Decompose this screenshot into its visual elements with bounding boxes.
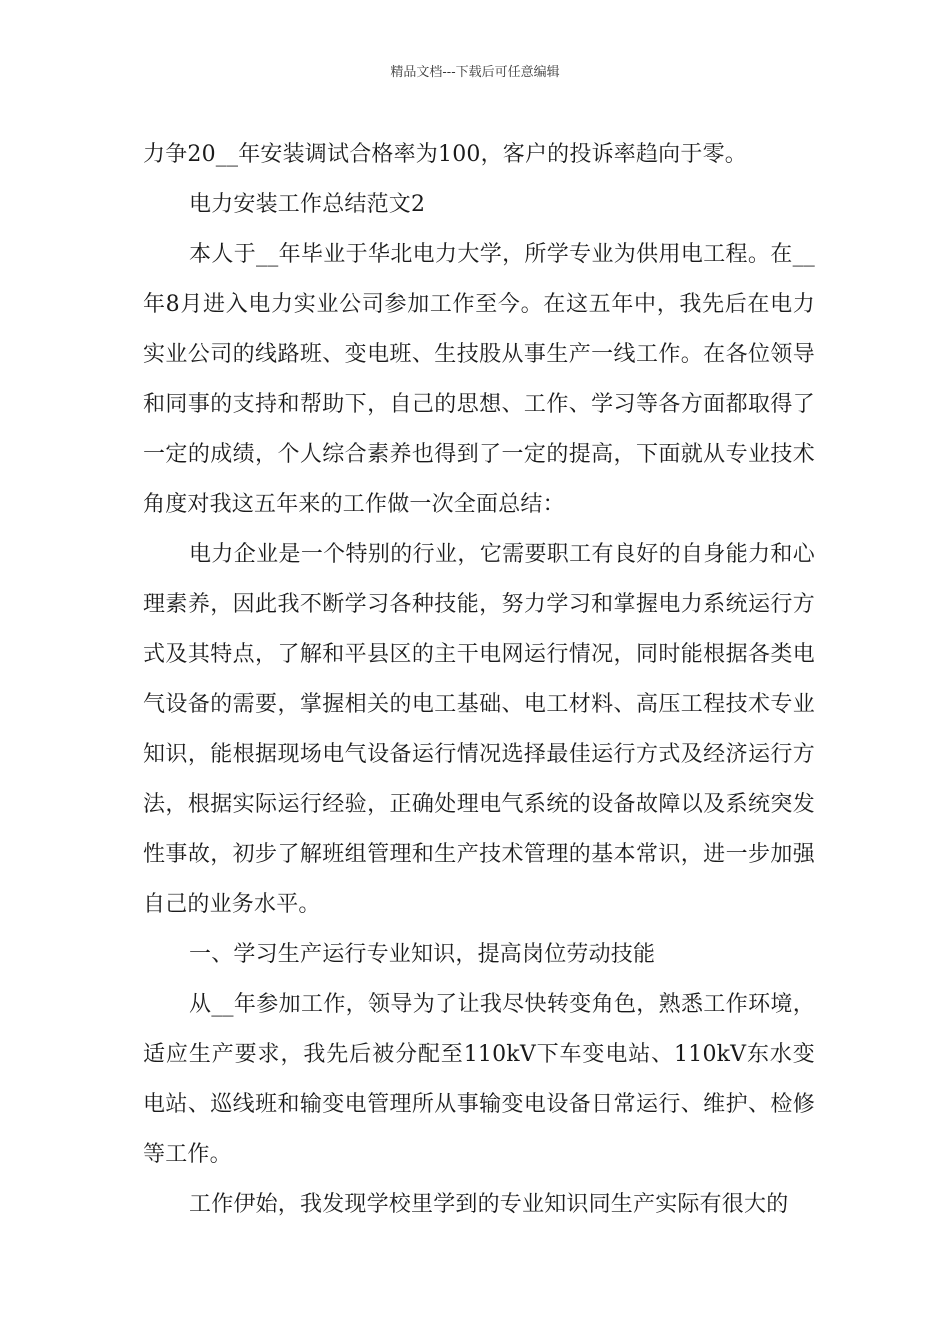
paragraph-assignment: 从__年参加工作，领导为了让我尽快转变角色，熟悉工作环境，适应生产要求，我先后被分配至110kV下车变电站、110kV东水变电站、巡线班和输变电管理所从事输变电设备日常运行、维护、检修等工作。 bbox=[143, 992, 815, 1167]
paragraph-industry: 电力企业是一个特别的行业，它需要职工有良好的自身能力和心理素养，因此我不断学习各种技能，努力学习和掌握电力系统运行方式及其特点，了解和平县区的主干电网运行情况，同时能根据各类电气设备的需要，掌握相关的电工基础、电工材料、高压工程技术专业知识，能根据现场电气设备运行情况选择最佳运行方式及经济运行方法，根据实际运行经验，正确处理电气系统的设备故障以及系统突发性事故，初步了解班组管理和生产技术管理的基本常识，进一步加强自己的业务水平。 bbox=[143, 542, 815, 917]
paragraph-intro: 本人于__年毕业于华北电力大学，所学专业为供用电工程。在__年8月进入电力实业公司参加工作至今。在这五年中，我先后在电力实业公司的线路班、变电班、生技股从事生产一线工作。在各位领导和同事的支持和帮助下，自己的思想、工作、学习等各方面都取得了一定的成绩，个人综合素养也得到了一定的提高，下面就从专业技术角度对我这五年来的工作做一次全面总结： bbox=[143, 242, 815, 517]
section-title-fanwen-2: 电力安装工作总结范文2 bbox=[189, 192, 426, 217]
section-heading-1: 一、学习生产运行专业知识，提高岗位劳动技能 bbox=[189, 942, 656, 967]
paragraph-1: 力争20__年安装调试合格率为100，客户的投诉率趋向于零。 bbox=[143, 142, 747, 167]
document-body bbox=[143, 130, 815, 1230]
paragraph-start-work: 工作伊始，我发现学校里学到的专业知识同生产实际有很大的 bbox=[189, 1192, 789, 1217]
page-header: 精品文档---下载后可任意编辑 bbox=[390, 65, 560, 80]
